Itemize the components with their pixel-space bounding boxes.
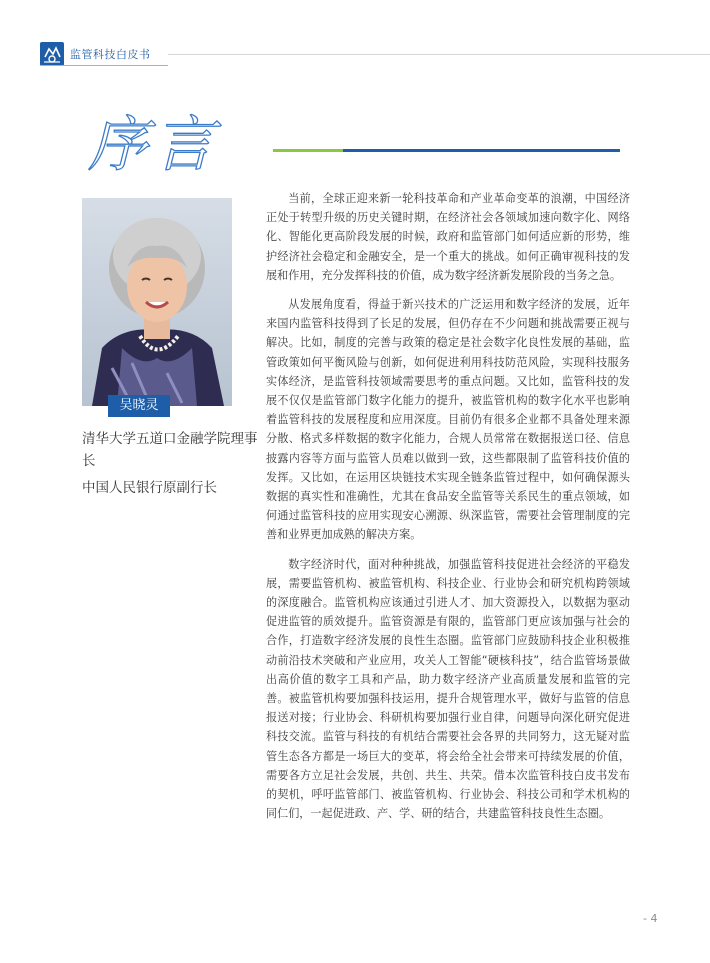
author-affiliation-secondary: 中国人民银行原副行长 <box>82 480 217 496</box>
author-affiliation-primary: 清华大学五道口金融学院理事长 <box>82 431 258 469</box>
foreword-body <box>266 189 630 834</box>
paragraph: 从发展角度看，得益于新兴技术的广泛运用和数字经济的发展，近年来国内监管科技得到了长足的发展，但仍存在不少问题和挑战需要正视与解决。比如，制度的完善与政策的稳定是社会数字化良性发展的基础，监管政策如何平衡风险与创新，如何促进利用科技防范风险，实现科技服务实体经济，是监管科技领域需要思考的重点问题。又比如，监管科技的发展不仅仅是监管部门数字化能力的提升，被监管机构的数字化水平也影响着监管科技的发展程度和应用深度。目前仍有很多企业都不具备处理来源分散、格式多样数据的数字化能力，合规人员常常在数据报送口径、信息披露内容等方面与监管人员难以做到一致，这些都限制了监管科技价值的发挥。又比如，在运用区块链技术实现全链条监管过程中，如何确保源头数据的真实性和准确性，尤其在食品安全监管等关系民生的重点领域，如何通过监管科技的应用实现安心溯源、纵深监管，需要社会管理制度的完善和业界更加成熟的解决方案。 <box>266 298 630 542</box>
title-rule <box>273 149 620 152</box>
page-title-block <box>88 110 268 190</box>
author-portrait <box>82 198 232 406</box>
page-number: - 4 <box>643 912 658 925</box>
header-divider <box>40 65 168 66</box>
header-divider-gray <box>168 54 710 55</box>
header-title: 监管科技白皮书 <box>70 48 151 61</box>
page-title: 序言 <box>88 110 220 180</box>
paragraph: 数字经济时代，面对种种挑战，加强监管科技促进社会经济的平稳发展，需要监管机构、被监管机构、科技企业、行业协会和研究机构跨领域的深度融合。监管机构应该通过引进人才、加大资源投入，以数据为驱动促进监管的质效提升。监管资源是有限的，监管部门更应该加强与社会的合作，打造数字经济发展的良性生态圈。监管部门应鼓励科技企业积极推动前沿技术突破和产业应用，攻关人工智能“硬核科技”，结合监管场景做出高价值的数字工具和产品，助力数字经济产业高质量发展和监管的完善。被监管机构要加强科技运用，提升合规管理水平，做好与监管的信息报送对接；行业协会、科研机构要加强行业自律，问题导向深化研究促进科技交流。监管与科技的有机结合需要社会各界的共同努力，这无疑对监管生态各方都是一场巨大的变革，将会给全社会带来可持续发展的价值，需要各方立足社会发展，共创、共生、共荣。借本次监管科技白皮书发布的契机，呼吁监管部门、被监管机构、行业协会、科技公司和学术机构的同仁们，一起促进政、产、学、研的结合，共建监管科技良性生态圈。 <box>266 557 630 821</box>
title-rule-blue <box>343 149 620 152</box>
page-header <box>40 42 710 66</box>
logo-icon <box>40 42 64 66</box>
title-rule-green <box>273 149 343 152</box>
author-name-tag: 吴晓灵 <box>108 395 170 417</box>
paragraph: 当前，全球正迎来新一轮科技革命和产业革命变革的浪潮，中国经济正处于转型升级的历史关键时期，在经济社会各领域加速向数字化、网络化、智能化更高阶段发展的时候，政府和监管部门如何适应新的形势，维护经济社会稳定和金融安全，是一个重大的挑战。如何正确审视科技的发展和作用，充分发挥科技的价值，成为数字经济新发展阶段的当务之急。 <box>266 192 630 282</box>
